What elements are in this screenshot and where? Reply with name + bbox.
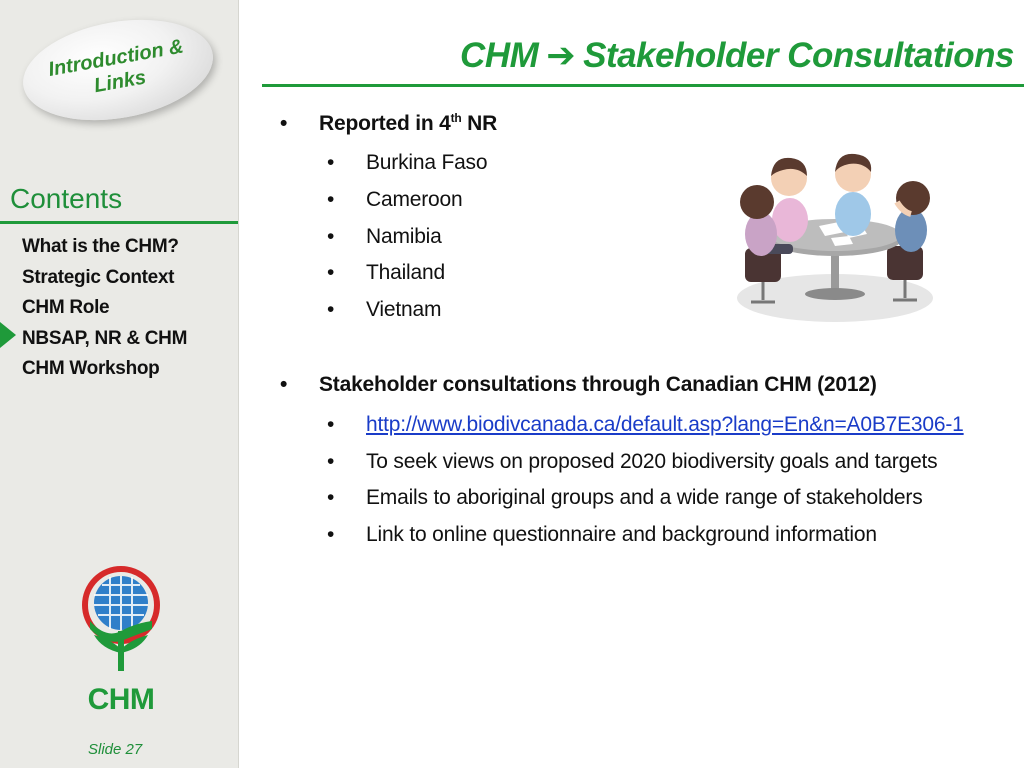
bullet-icon: • (327, 486, 335, 509)
title-part-stakeholder: Stakeholder Consultations (583, 36, 1014, 75)
contents-divider (0, 221, 238, 224)
right-arrow-icon: ➔ (546, 36, 576, 75)
meeting-table-icon (735, 148, 935, 326)
contents-nav (22, 232, 187, 385)
chm-logo (80, 565, 162, 715)
bullet-icon: • (327, 151, 335, 174)
bullet-icon: • (280, 373, 288, 396)
bullet-icon: • (327, 413, 335, 436)
list-item: • Thailand (327, 261, 445, 284)
logo-text: CHM (87, 683, 155, 716)
chm-globe-icon (80, 565, 162, 683)
title-divider (262, 84, 1024, 87)
contents-heading: Contents (10, 183, 123, 214)
nav-item-chm-workshop[interactable]: CHM Workshop (22, 358, 160, 379)
intro-links-button[interactable] (15, 6, 221, 134)
bullet-icon: • (327, 298, 335, 321)
nav-item-what-is-chm[interactable]: What is the CHM? (22, 236, 179, 257)
nav-item-chm-role[interactable]: CHM Role (22, 297, 110, 318)
biodivcanada-link[interactable]: http://www.biodivcanada.ca/default.asp?lang=En&n=A0B7E306-1 (366, 413, 964, 436)
bullet-icon: • (327, 523, 335, 546)
bullet-icon: • (327, 188, 335, 211)
list-item: • Burkina Faso (327, 151, 488, 174)
section-heading-consultations: • Stakeholder consultations through Canadian CHM (2012) (280, 373, 877, 396)
list-item: • Vietnam (327, 298, 442, 321)
nav-item-nbsap-nr-chm[interactable]: NBSAP, NR & CHM (22, 327, 188, 349)
bullet-icon: • (327, 225, 335, 248)
current-section-marker-icon (0, 322, 16, 348)
list-item: • Namibia (327, 225, 442, 248)
list-item-link (327, 413, 964, 437)
bullet-icon: • (327, 450, 335, 473)
slide-title (460, 36, 1014, 76)
intro-links-label: Introduction & Links (46, 35, 186, 98)
title-part-chm: CHM (460, 36, 539, 75)
list-item: • Link to online questionnaire and background information (327, 523, 877, 546)
slide-number: Slide 27 (88, 741, 143, 758)
nav-item-strategic-context[interactable]: Strategic Context (22, 266, 175, 288)
list-item: • Emails to aboriginal groups and a wide range of stakeholders (327, 486, 923, 509)
section-heading-reported: • Reported in 4th NR (280, 111, 498, 135)
list-item: • To seek views on proposed 2020 biodiversity goals and targets (327, 450, 938, 473)
bullet-icon: • (280, 112, 288, 135)
sidebar (0, 0, 239, 768)
bullet-icon: • (327, 261, 335, 284)
list-item: • Cameroon (327, 188, 463, 211)
